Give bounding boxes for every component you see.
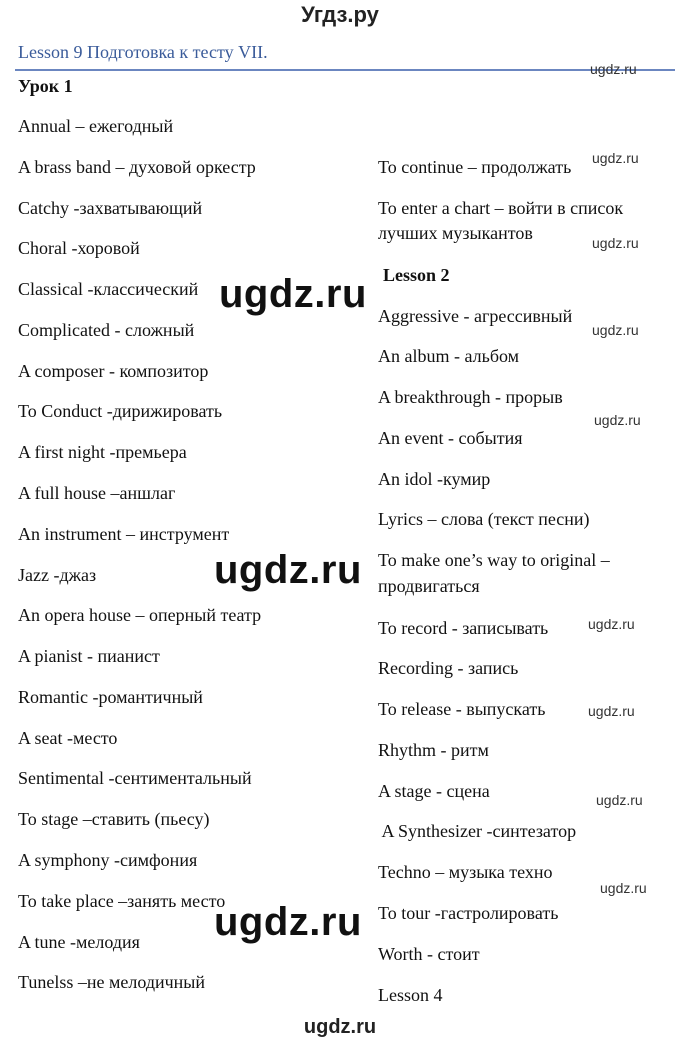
vocab-entry: Sentimental -сентиментальный — [18, 768, 252, 788]
site-footer: ugdz.ru — [303, 1016, 377, 1038]
watermark-small: ugdz.ru — [600, 880, 647, 896]
watermark-large: ugdz.ru — [214, 900, 362, 944]
vocab-entry: A composer - композитор — [18, 361, 209, 381]
lesson-header: Lesson 9 Подготовка к тесту VII. — [18, 42, 268, 62]
vocab-entry: Lesson 4 — [378, 985, 443, 1005]
watermark-small: ugdz.ru — [588, 616, 635, 632]
vocab-entry: Complicated - сложный — [18, 320, 195, 340]
vocab-entry: Lyrics – слова (текст песни) — [378, 509, 590, 529]
vocab-entry: Romantic -романтичный — [18, 687, 203, 707]
vocab-entry: A breakthrough - прорыв — [378, 387, 563, 407]
site-title: Угдз.ру — [301, 2, 379, 27]
watermark-small: ugdz.ru — [594, 412, 641, 428]
watermark-small: ugdz.ru — [592, 150, 639, 166]
vocab-entry: Techno – музыка техно — [378, 862, 553, 882]
vocab-entry: An instrument – инструмент — [18, 524, 230, 544]
vocab-entry: Recording - запись — [378, 658, 519, 678]
vocab-entry: A pianist - пианист — [18, 646, 160, 666]
vocab-entry: To record - записывать — [378, 618, 549, 638]
vocab-entry: To continue – продолжать — [378, 157, 572, 177]
vocab-entry: Tunelss –не мелодичный — [18, 972, 206, 992]
watermark-small: ugdz.ru — [596, 792, 643, 808]
vocab-entry: A symphony -симфония — [18, 850, 198, 870]
vocab-entry: To enter a chart – войти в список — [378, 198, 624, 218]
vocab-entry: Catchy -захватывающий — [18, 198, 203, 218]
vocab-entry: A first night -премьера — [18, 442, 187, 462]
vocab-entry: Choral -хоровой — [18, 238, 140, 258]
vocab-entry: To make one’s way to original – — [378, 550, 610, 570]
vocab-entry: A seat -место — [18, 728, 118, 748]
watermark-small: ugdz.ru — [592, 322, 639, 338]
vocab-entry: To tour -гастролировать — [378, 903, 559, 923]
vocab-entry: Worth - стоит — [378, 944, 480, 964]
vocab-entry: продвигаться — [378, 576, 480, 596]
watermark-large: ugdz.ru — [219, 272, 367, 316]
vocab-entry: An event - события — [378, 428, 523, 448]
vocab-entry: A stage - сцена — [378, 781, 490, 801]
vocab-entry: лучших музыкантов — [378, 223, 533, 243]
watermark-small: ugdz.ru — [590, 61, 637, 77]
vocab-entry: Annual – ежегодный — [18, 116, 174, 136]
left-column-heading: Урок 1 — [18, 76, 73, 96]
vocab-entry: A brass band – духовой оркестр — [18, 157, 256, 177]
vocab-entry: Rhythm - ритм — [378, 740, 489, 760]
vocab-entry: A full house –аншлаг — [18, 483, 176, 503]
vocab-entry: An idol -кумир — [378, 469, 491, 489]
watermark-small: ugdz.ru — [592, 235, 639, 251]
header-divider — [15, 69, 675, 71]
watermark-large: ugdz.ru — [214, 548, 362, 592]
watermark-small: ugdz.ru — [588, 703, 635, 719]
vocab-entry: To take place –занять место — [18, 891, 226, 911]
vocab-entry: To stage –ставить (пьесу) — [18, 809, 210, 829]
vocab-entry: An opera house – оперный театр — [18, 605, 262, 625]
vocab-entry: To Conduct -дирижировать — [18, 401, 223, 421]
vocab-entry: Jazz -джаз — [18, 565, 97, 585]
vocab-entry: An album - альбом — [378, 346, 520, 366]
right-column-heading: Lesson 2 — [383, 265, 450, 285]
vocab-entry: Classical -классический — [18, 279, 199, 299]
vocab-entry: A tune -мелодия — [18, 932, 140, 952]
vocab-entry: Aggressive - агрессивный — [378, 306, 573, 326]
vocab-entry: A Synthesizer -синтезатор — [378, 821, 577, 841]
vocab-entry: To release - выпускать — [378, 699, 546, 719]
